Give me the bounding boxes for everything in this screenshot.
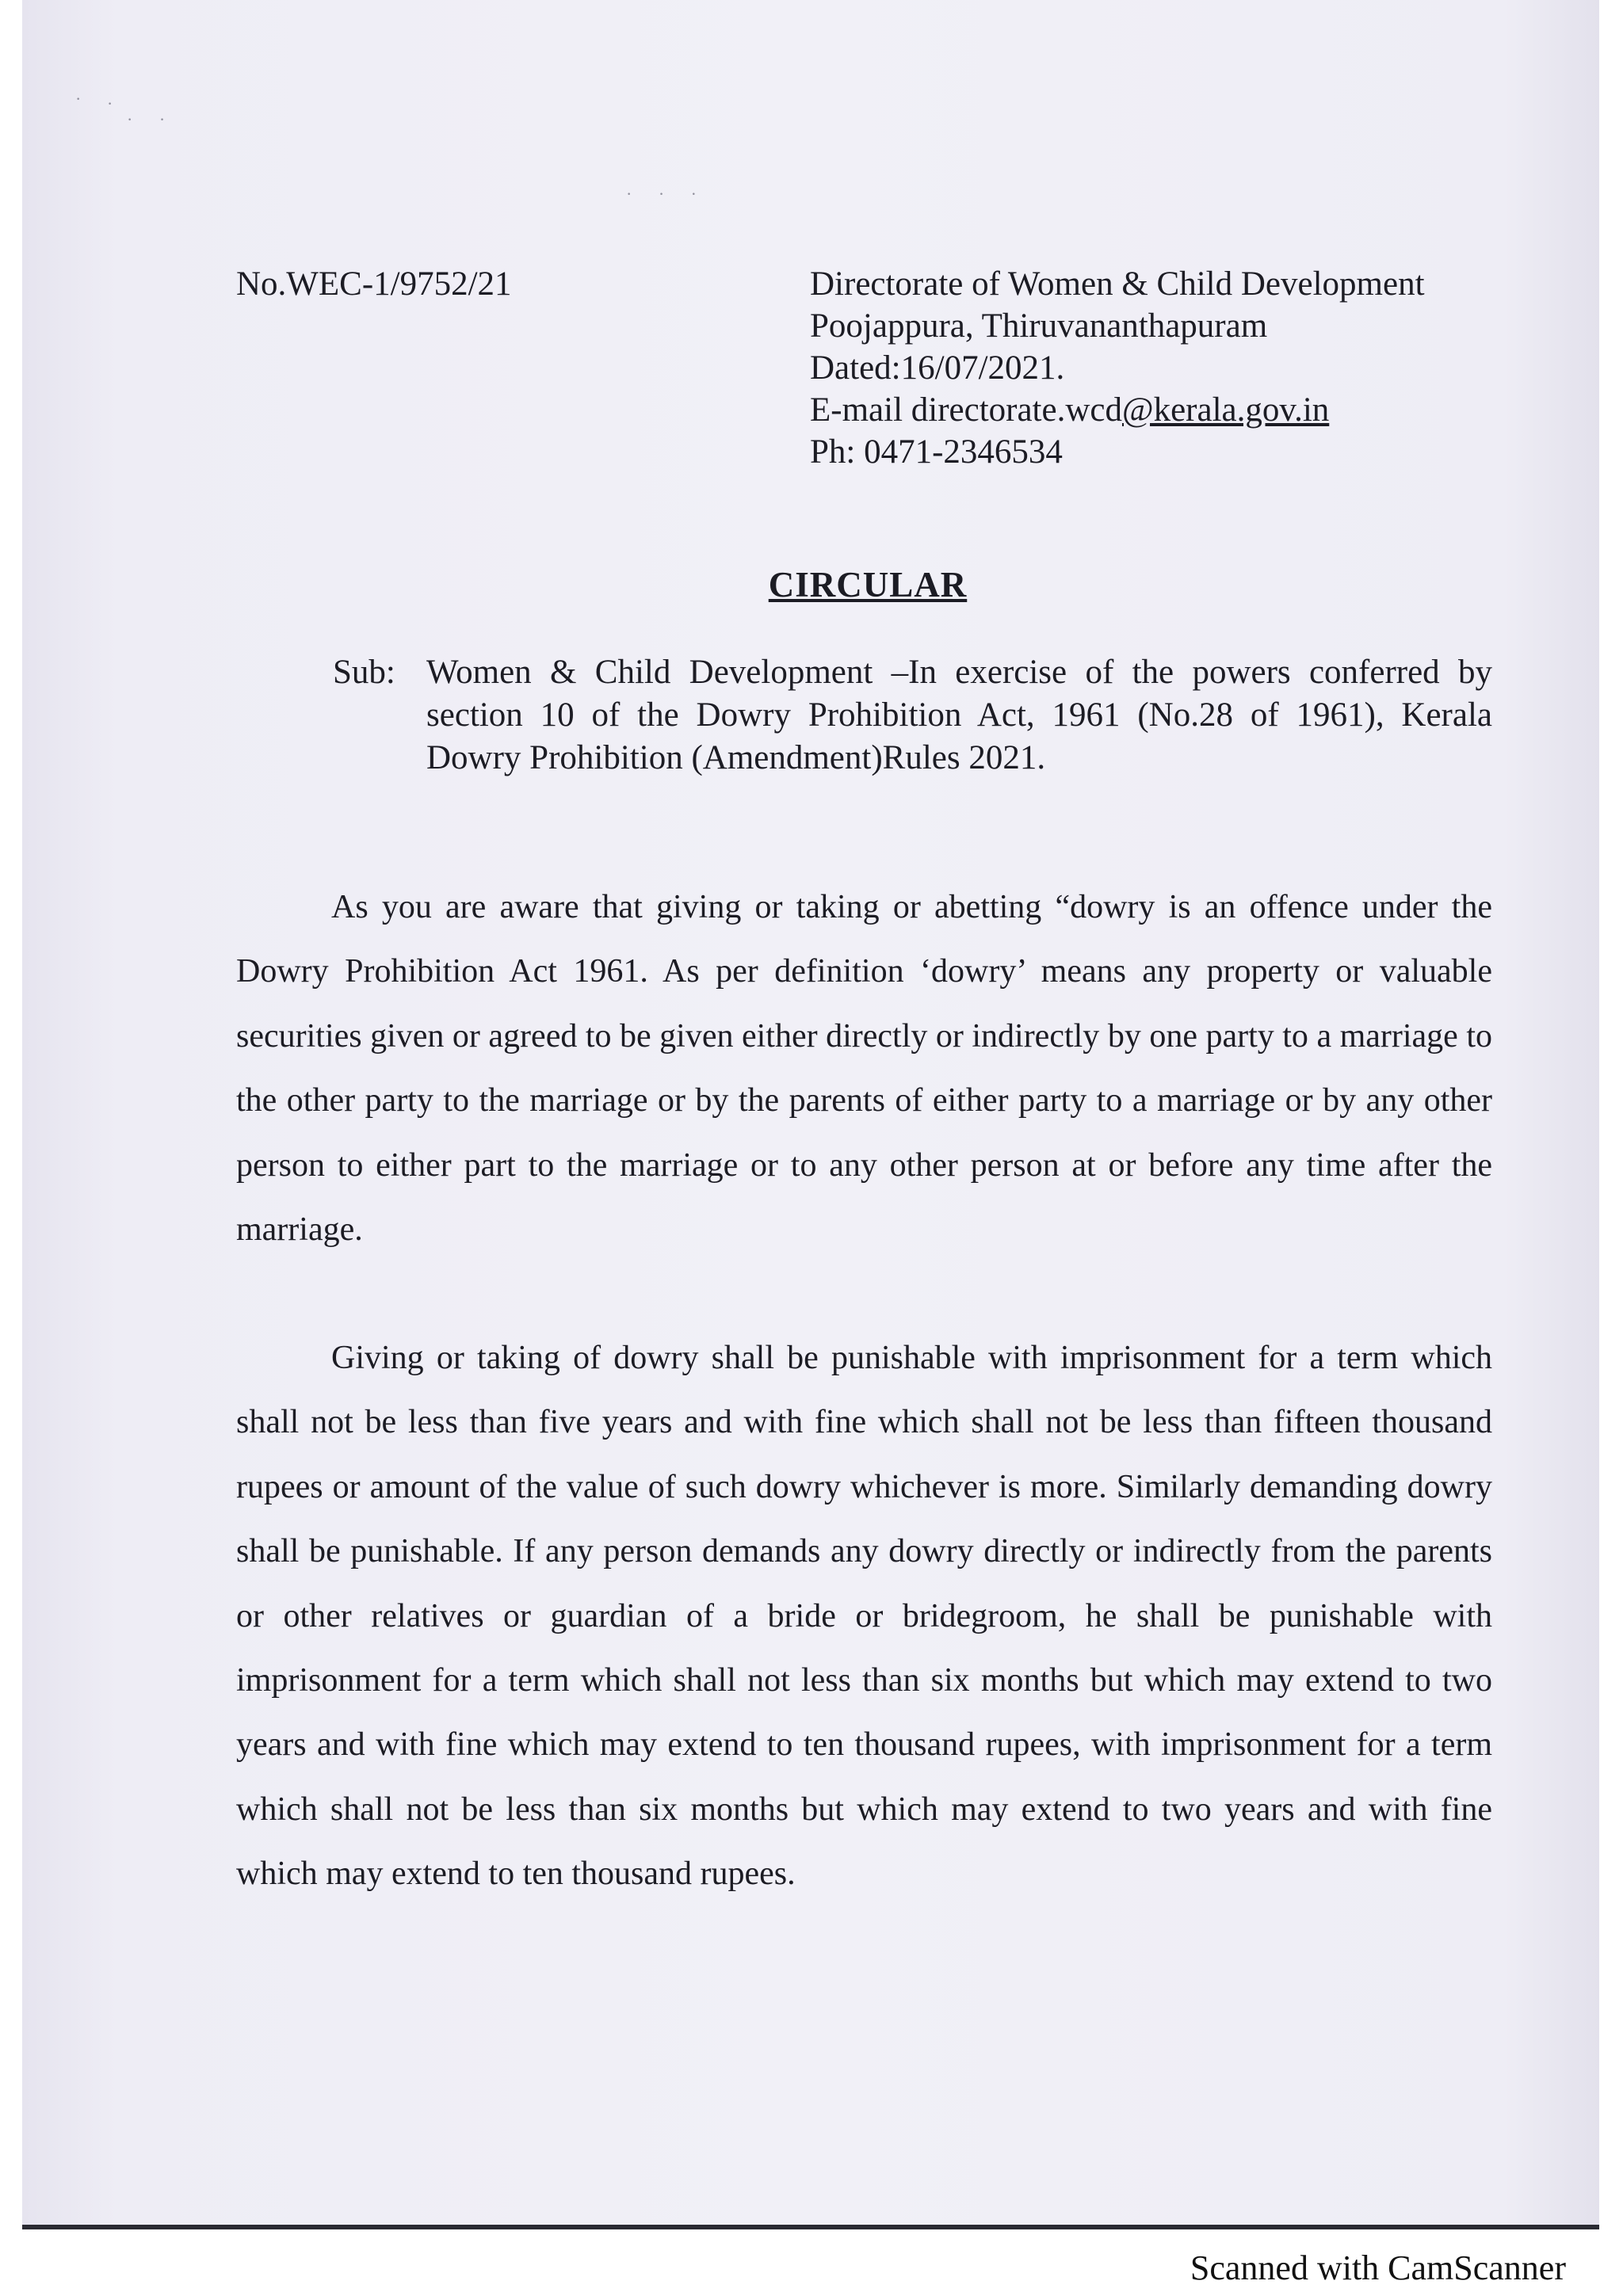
address-line-email <box>810 389 1425 431</box>
body-paragraph-definition: As you are aware that giving or taking or abetting “dowry is an offence under the Dowry Prohibition Act 1961. As per definition ‘dowry’ means any property or valuable securities given or agreed to be given either directly or indirectly by one party to a marriage to the other party to the marriage or by the parents of either party to a marriage or by any other person to either part to the marriage or to any other person at or before any time after the marriage. <box>236 889 1492 1249</box>
document-heading: CIRCULAR <box>768 565 968 605</box>
scan-speck: · . <box>75 89 124 109</box>
address-line-date: Dated:16/07/2021. <box>810 349 1065 387</box>
email-prefix: E-mail directorate.wcd <box>810 391 1122 429</box>
scanner-watermark: Scanned with CamScanner <box>1190 2248 1566 2287</box>
address-line-department: Directorate of Women & Child Development <box>810 265 1425 303</box>
sender-address-block <box>810 263 1425 473</box>
body-paragraph-penalties: Giving or taking of dowry shall be punishable with imprisonment for a term which shall not be less than five years and with fine which shall not be less than fifteen thousand rupees or amount of the value of such dowry whichever is more. Similarly demanding dowry shall be punishable. If any person demands any dowry directly or indirectly from the parents or other relatives or guardian of a bride or bridegroom, he shall be punishable with imprisonment for a term which shall not less than six months but which may extend to two years and with fine which may extend to ten thousand rupees, with imprisonment for a term which shall not be less than six months but which may extend to two years and with fine which may extend to ten thousand rupees. <box>236 1340 1492 1893</box>
subject-label: Sub: <box>333 654 395 691</box>
address-line-location: Poojappura, Thiruvananthapuram <box>810 307 1268 345</box>
address-line-phone: Ph: 0471-2346534 <box>810 433 1063 471</box>
scan-speck: · · <box>127 109 177 129</box>
scan-speck: · · · <box>626 184 708 204</box>
email-domain: @kerala.gov.in <box>1121 391 1330 429</box>
subject-text: Women & Child Development –In exercise of the powers conferred by section 10 of the Dowry Prohibition Act, 1961 (No.28 of 1961), Kerala Dowry Prohibition (Amendment)Rules 2021. <box>426 654 1492 776</box>
page-bottom-edge <box>22 2225 1599 2229</box>
reference-number: No.WEC-1/9752/21 <box>236 265 512 303</box>
